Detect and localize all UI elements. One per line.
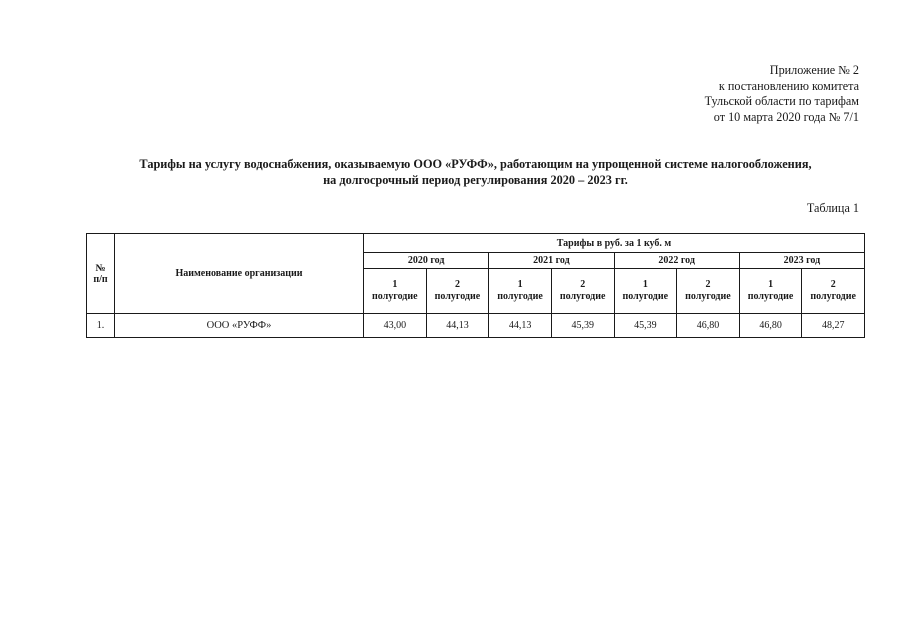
year-header: 2020 год [364, 253, 489, 269]
title-line-1: Тарифы на услугу водоснабжения, оказываемую ООО «РУФФ», работающим на упрощенной системе налогообложения, [139, 157, 812, 171]
tariff-value: 43,00 [364, 314, 427, 338]
half-year-header: 2 полугодие [677, 269, 740, 314]
half-year-header: 1 полугодие [364, 269, 427, 314]
half-year-header: 2 полугодие [551, 269, 614, 314]
title-line-2: на долгосрочный период регулирования 2020 – 2023 гг. [323, 172, 628, 187]
half-year-header: 2 полугодие [802, 269, 865, 314]
half-year-header: 1 полугодие [739, 269, 802, 314]
column-header-number: № п/п [87, 234, 115, 314]
tariff-value: 44,13 [426, 314, 489, 338]
tariff-value: 45,39 [551, 314, 614, 338]
tariff-value: 46,80 [677, 314, 740, 338]
year-header: 2023 год [739, 253, 864, 269]
year-header: 2021 год [489, 253, 614, 269]
organization-name: ООО «РУФФ» [115, 314, 364, 338]
column-header-organization: Наименование организации [115, 234, 364, 314]
tariff-value: 48,27 [802, 314, 865, 338]
year-header: 2022 год [614, 253, 739, 269]
half-year-header: 1 полугодие [489, 269, 552, 314]
half-year-header: 2 полугодие [426, 269, 489, 314]
annex-date: от 10 марта 2020 года № 7/1 [713, 109, 859, 124]
annex-reference: к постановлению комитета [718, 78, 859, 93]
half-year-header: 1 полугодие [614, 269, 677, 314]
row-number: 1. [87, 314, 115, 338]
document-title [86, 157, 865, 188]
tariff-group-header: Тарифы в руб. за 1 куб. м [364, 234, 865, 253]
tariff-table [86, 233, 865, 338]
table-label: Таблица 1 [806, 201, 859, 215]
table-row [87, 314, 865, 338]
annex-header [705, 63, 859, 125]
tariff-value: 46,80 [739, 314, 802, 338]
annex-number: Приложение № 2 [769, 63, 859, 77]
tariff-value: 45,39 [614, 314, 677, 338]
annex-committee: Тульской области по тарифам [704, 94, 859, 109]
tariff-value: 44,13 [489, 314, 552, 338]
